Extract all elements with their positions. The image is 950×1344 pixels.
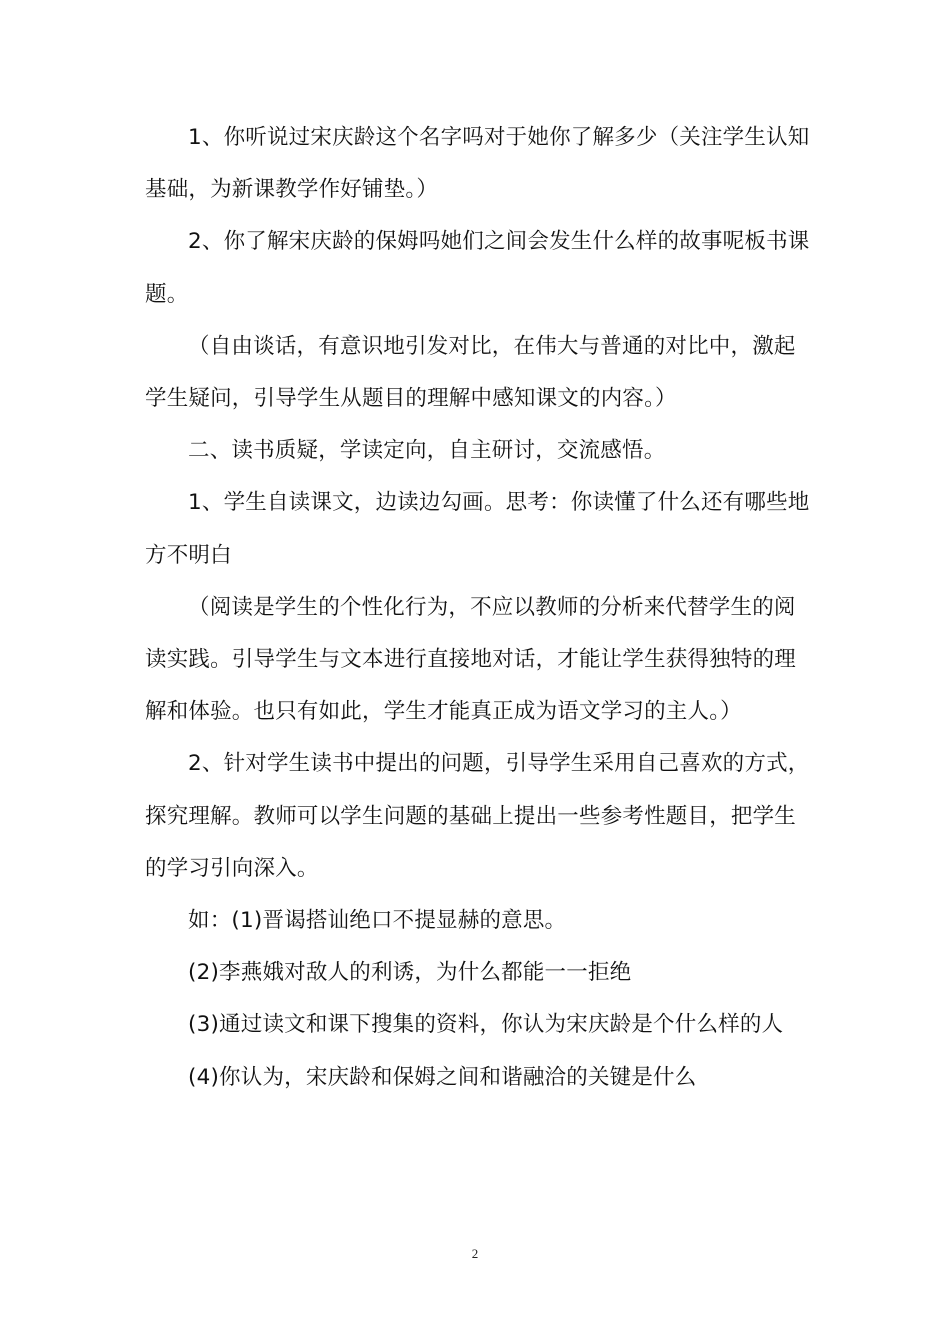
body-text bbox=[145, 112, 810, 1104]
section-heading-2: 二、读书质疑，学读定向，自主研讨，交流感悟。 bbox=[188, 438, 666, 464]
list-item-1: 如：(1)晋谒搭讪绝口不提显赫的意思。 bbox=[188, 908, 567, 934]
paragraph-note-1: （自由谈话，有意识地引发对比，在伟大与普通的对比中，激起学生疑问，引导学生从题目的理解中感知课文的内容。） bbox=[145, 333, 796, 412]
list-item-2: (2)李燕娥对敌人的利诱，为什么都能一一拒绝 bbox=[188, 960, 632, 986]
list-item-3: (3)通过读文和课下搜集的资料，你认为宋庆龄是个什么样的人 bbox=[188, 1012, 784, 1038]
page-number: 2 bbox=[471, 1246, 479, 1261]
paragraph-question-1: 1、你听说过宋庆龄这个名字吗对于她你了解多少（关注学生认知基础，为新课教学作好铺垫。） bbox=[145, 125, 810, 203]
paragraph-question-2: 2、你了解宋庆龄的保姆吗她们之间会发生什么样的故事呢板书课题。 bbox=[145, 229, 810, 307]
paragraph-note-2: （阅读是学生的个性化行为，不应以教师的分析来代替学生的阅读实践。引导学生与文本进行直接地对话，才能让学生获得独特的理解和体验。也只有如此，学生才能真正成为语文学习的主人。） bbox=[145, 594, 797, 725]
paragraph-step-2: 2、针对学生读书中提出的问题，引导学生采用自己喜欢的方式，探究理解。教师可以学生问题的基础上提出一些参考性题目，把学生的学习引向深入。 bbox=[145, 751, 810, 881]
paragraph-step-1: 1、学生自读课文，边读边勾画。思考：你读懂了什么还有哪些地方不明白 bbox=[145, 490, 810, 568]
list-item-4: (4)你认为，宋庆龄和保姆之间和谐融洽的关键是什么 bbox=[188, 1064, 697, 1090]
